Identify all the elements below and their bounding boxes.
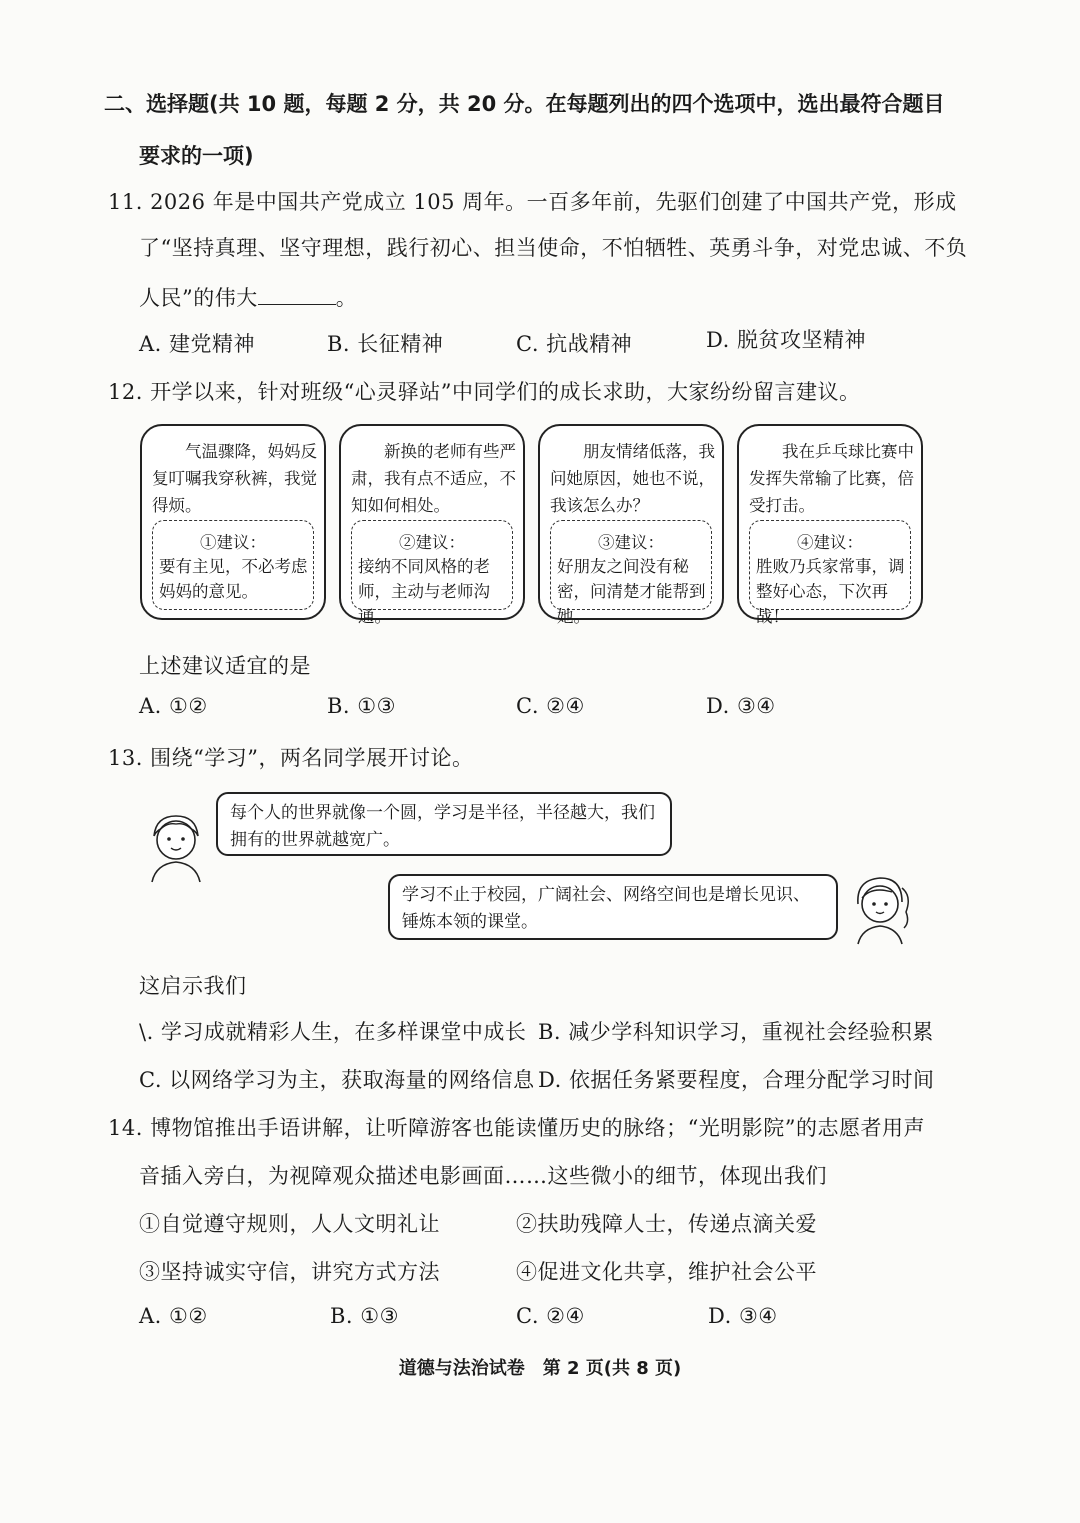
q11-stem-line1: 11. 2026 年是中国共产党成立 105 周年。一百多年前，先驱们创建了中国共产党，形成: [108, 190, 957, 214]
q14-statement-4: ④促进文化共享，维护社会公平: [516, 1260, 817, 1284]
suggestion-title: ②建议：: [399, 533, 465, 552]
q11-option-d: D. 脱贫攻坚精神: [706, 328, 866, 352]
q13-option-d: D. 依据任务紧要程度，合理分配学习时间: [538, 1068, 935, 1092]
girl-avatar-icon: [848, 870, 914, 946]
q14-option-c: C. ②④: [516, 1304, 585, 1328]
page-footer: 道德与法治试卷 第 2 页(共 8 页): [398, 1358, 682, 1379]
q12-option-c: C. ②④: [516, 694, 585, 718]
section-title-line2: 要求的一项): [139, 144, 254, 168]
suggestion-box: [749, 520, 911, 626]
q11-stem-line2: 了“坚持真理、坚守理想，践行初心、担当使命，不怕牺牲、英勇斗争，对党忠诚、不负: [139, 236, 968, 260]
suggestion-text: 要有主见，不必考虑妈妈的意见。: [159, 557, 308, 601]
help-card-3: [538, 424, 724, 626]
help-card-story: 朋友情绪低落，我问她原因，她也不说，我该怎么办？: [550, 442, 715, 515]
help-card-story: 新换的老师有些严肃，我有点不适应，不知如何相处。: [351, 442, 516, 515]
q12-prompt: 上述建议适宜的是: [139, 654, 311, 678]
q11-option-a: A. 建党精神: [139, 332, 256, 356]
q14-stem-line1: 14. 博物馆推出手语讲解，让听障游客也能读懂历史的脉络；“光明影院”的志愿者用声: [108, 1116, 926, 1140]
suggestion-title: ④建议：: [797, 533, 863, 552]
q13-option-a: \. 学习成就精彩人生，在多样课堂中成长: [139, 1020, 527, 1044]
q11-stem-line3: [139, 282, 357, 312]
help-card-4: [737, 424, 923, 626]
q12-option-b: B. ①③: [327, 694, 396, 718]
help-card-story: 气温骤降，妈妈反复叮嘱我穿秋裤，我觉得烦。: [152, 442, 317, 515]
q14-statement-3: ③坚持诚实守信，讲究方式方法: [139, 1260, 440, 1284]
q11-stem-line3-pre: 人民”的伟大: [139, 286, 258, 310]
q13-stem: 13. 围绕“学习”，两名同学展开讨论。: [108, 746, 474, 770]
q13-option-b: B. 减少学科知识学习，重视社会经验积累: [538, 1020, 934, 1044]
q14-option-d: D. ③④: [708, 1304, 778, 1328]
suggestion-title: ①建议：: [200, 533, 266, 552]
boy-avatar-icon: [146, 808, 206, 884]
suggestion-title: ③建议：: [598, 533, 664, 552]
q11-option-c: C. 抗战精神: [516, 332, 633, 356]
suggestion-box: [152, 520, 314, 610]
help-card-2: [339, 424, 525, 626]
q11-option-b: B. 长征精神: [327, 332, 444, 356]
help-card-story: 我在乒乓球比赛中发挥失常输了比赛，倍受打击。: [749, 442, 914, 515]
suggestion-text: 好朋友之间没有秘密，问清楚才能帮到她。: [557, 557, 706, 626]
girl-speech-bubble: 学习不止于校园，广阔社会、网络空间也是增长见识、锤炼本领的课堂。: [388, 874, 838, 940]
q14-option-b: B. ①③: [330, 1304, 399, 1328]
suggestion-box: [351, 520, 513, 626]
q12-option-a: A. ①②: [139, 694, 208, 718]
q14-stem-line2: 音插入旁白，为视障观众描述电影画面……这些微小的细节，体现出我们: [139, 1164, 827, 1188]
q12-option-d: D. ③④: [706, 694, 776, 718]
q11-stem-line3-post: 。: [335, 286, 358, 310]
suggestion-text: 胜败乃兵家常事，调整好心态，下次再战！: [756, 557, 905, 626]
q12-stem: 12. 开学以来，针对班级“心灵驿站”中同学们的成长求助，大家纷纷留言建议。: [108, 380, 861, 404]
q14-statement-1: ①自觉遵守规则，人人文明礼让: [139, 1212, 440, 1236]
help-card-1: [140, 424, 326, 620]
q14-statement-2: ②扶助残障人士，传递点滴关爱: [516, 1212, 817, 1236]
q13-option-c: C. 以网络学习为主，获取海量的网络信息: [139, 1068, 535, 1092]
answer-blank: [258, 286, 336, 305]
q13-prompt: 这启示我们: [139, 974, 247, 998]
section-title-line1: 二、选择题(共 10 题，每题 2 分，共 20 分。在每题列出的四个选项中，选出最符合题目: [104, 92, 945, 116]
boy-speech-bubble: 每个人的世界就像一个圆，学习是半径，半径越大，我们拥有的世界就越宽广。: [216, 792, 672, 856]
q14-option-a: A. ①②: [139, 1304, 208, 1328]
suggestion-text: 接纳不同风格的老师，主动与老师沟通。: [358, 557, 490, 626]
suggestion-box: [550, 520, 712, 626]
